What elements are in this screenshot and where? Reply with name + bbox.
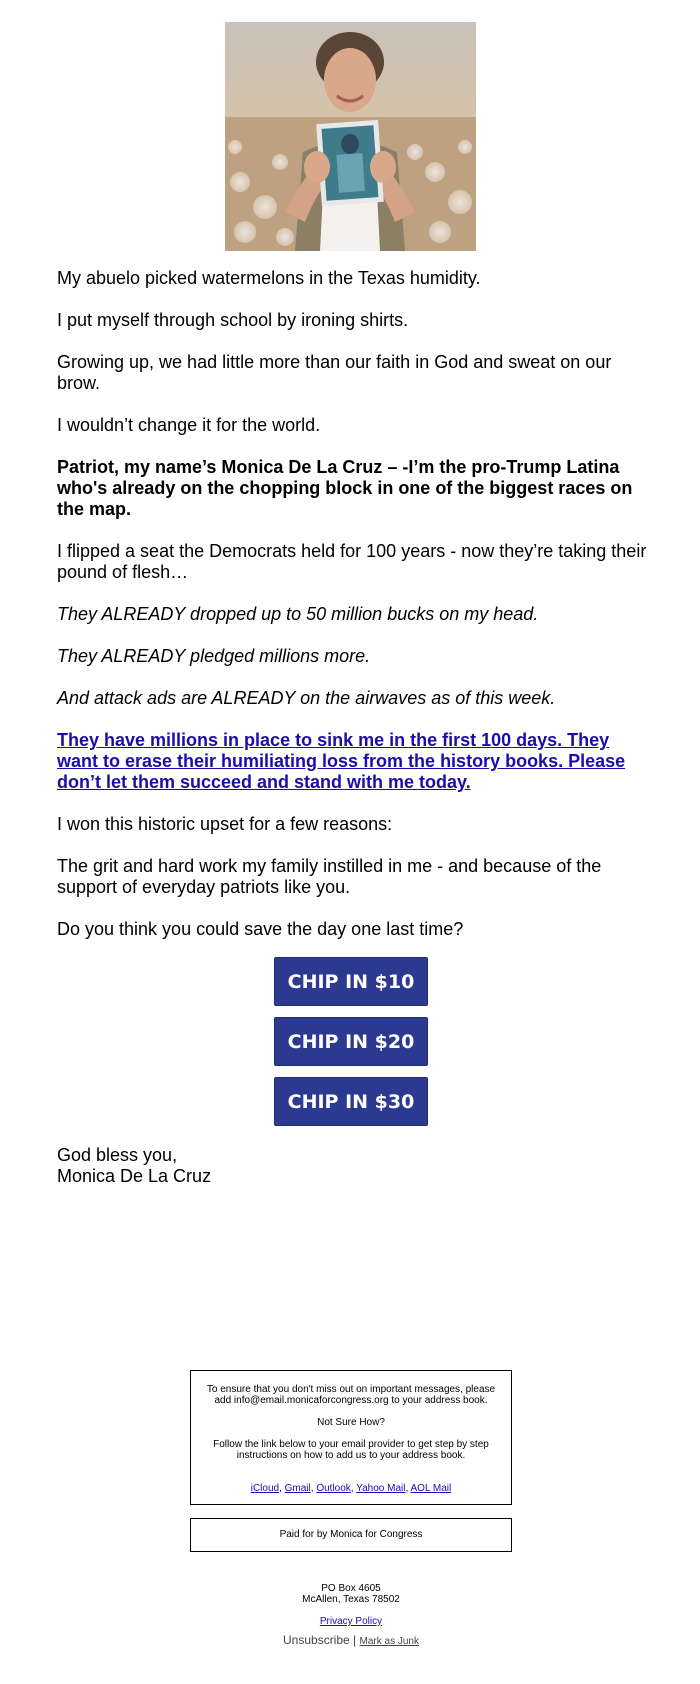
donate-link[interactable]: They have millions in place to sink me in the first 100 days. They want to erase their humiliating loss from the history books. Please don’t let them succeed and stand with me today.	[57, 730, 626, 792]
address-book-box	[190, 1370, 512, 1505]
paragraph: They ALREADY dropped up to 50 million bucks on my head.	[57, 604, 539, 624]
paragraph: They ALREADY pledged millions more.	[57, 646, 371, 666]
unsubscribe-text[interactable]: Unsubscribe	[283, 1633, 350, 1647]
hero-photo-icon	[225, 22, 476, 251]
hero-image	[225, 22, 476, 251]
privacy-policy-link[interactable]: Privacy Policy	[319, 1616, 383, 1627]
mark-as-junk-link[interactable]: Mark as Junk	[359, 1636, 419, 1647]
provider-link-icloud[interactable]: iCloud	[250, 1483, 280, 1494]
unsubscribe-row	[190, 1635, 512, 1647]
provider-link-outlook[interactable]: Outlook	[316, 1483, 351, 1494]
chip-in-20-button[interactable]: CHIP IN $20	[274, 1017, 428, 1066]
paragraph: The grit and hard work my family instilled in me - and because of the support of everyday patriots like you.	[57, 856, 602, 897]
signoff	[57, 1145, 211, 1187]
paragraph: I flipped a seat the Democrats held for 100 years - now they’re taking their pound of flesh…	[57, 541, 647, 582]
intro-paragraph: Patriot, my name’s Monica De La Cruz – -I’m the pro-Trump Latina who's already on the chopping block in one of the biggest races on the map.	[57, 457, 633, 519]
address-line-2: McAllen, Texas 78502	[302, 1594, 400, 1605]
paragraph: Do you think you could save the day one last time?	[57, 919, 464, 939]
provider-link-yahoo[interactable]: Yahoo Mail	[356, 1483, 406, 1494]
provider-link-aol[interactable]: AOL Mail	[410, 1483, 452, 1494]
paragraph: My abuelo picked watermelons in the Texas humidity.	[57, 268, 481, 288]
paid-for-text: Paid for by Monica for Congress	[279, 1529, 423, 1540]
signoff-greeting: God bless you,	[57, 1145, 178, 1165]
separator: |	[353, 1633, 357, 1647]
footer	[190, 1583, 512, 1647]
chip-in-10-button[interactable]: CHIP IN $10	[274, 957, 428, 1006]
address-book-text: To ensure that you don't miss out on important messages, please add info@email.monicaforcongress.org to your address book.	[206, 1384, 496, 1406]
provider-link-gmail[interactable]: Gmail	[284, 1483, 311, 1494]
cta-paragraph	[57, 730, 647, 793]
provider-links: iCloud, Gmail, Outlook, Yahoo Mail, AOL Mail	[250, 1483, 452, 1494]
paragraph: I wouldn’t change it for the world.	[57, 415, 321, 435]
paragraph: I won this historic upset for a few reasons:	[57, 814, 393, 834]
address-line-1: PO Box 4605	[321, 1583, 381, 1594]
paragraph: I put myself through school by ironing shirts.	[57, 310, 409, 330]
paragraph: Growing up, we had little more than our faith in God and sweat on our brow.	[57, 352, 612, 393]
letter-body	[57, 268, 647, 961]
address-book-question: Not Sure How?	[317, 1417, 385, 1428]
paragraph: And attack ads are ALREADY on the airwaves as of this week.	[57, 688, 556, 708]
privacy-row	[190, 1616, 512, 1627]
address-book-instructions: Follow the link below to your email provider to get step by step instructions on how to add us to your address book.	[213, 1439, 489, 1461]
chip-in-30-button[interactable]: CHIP IN $30	[274, 1077, 428, 1126]
paid-for-box	[190, 1518, 512, 1552]
signoff-name: Monica De La Cruz	[57, 1166, 212, 1186]
